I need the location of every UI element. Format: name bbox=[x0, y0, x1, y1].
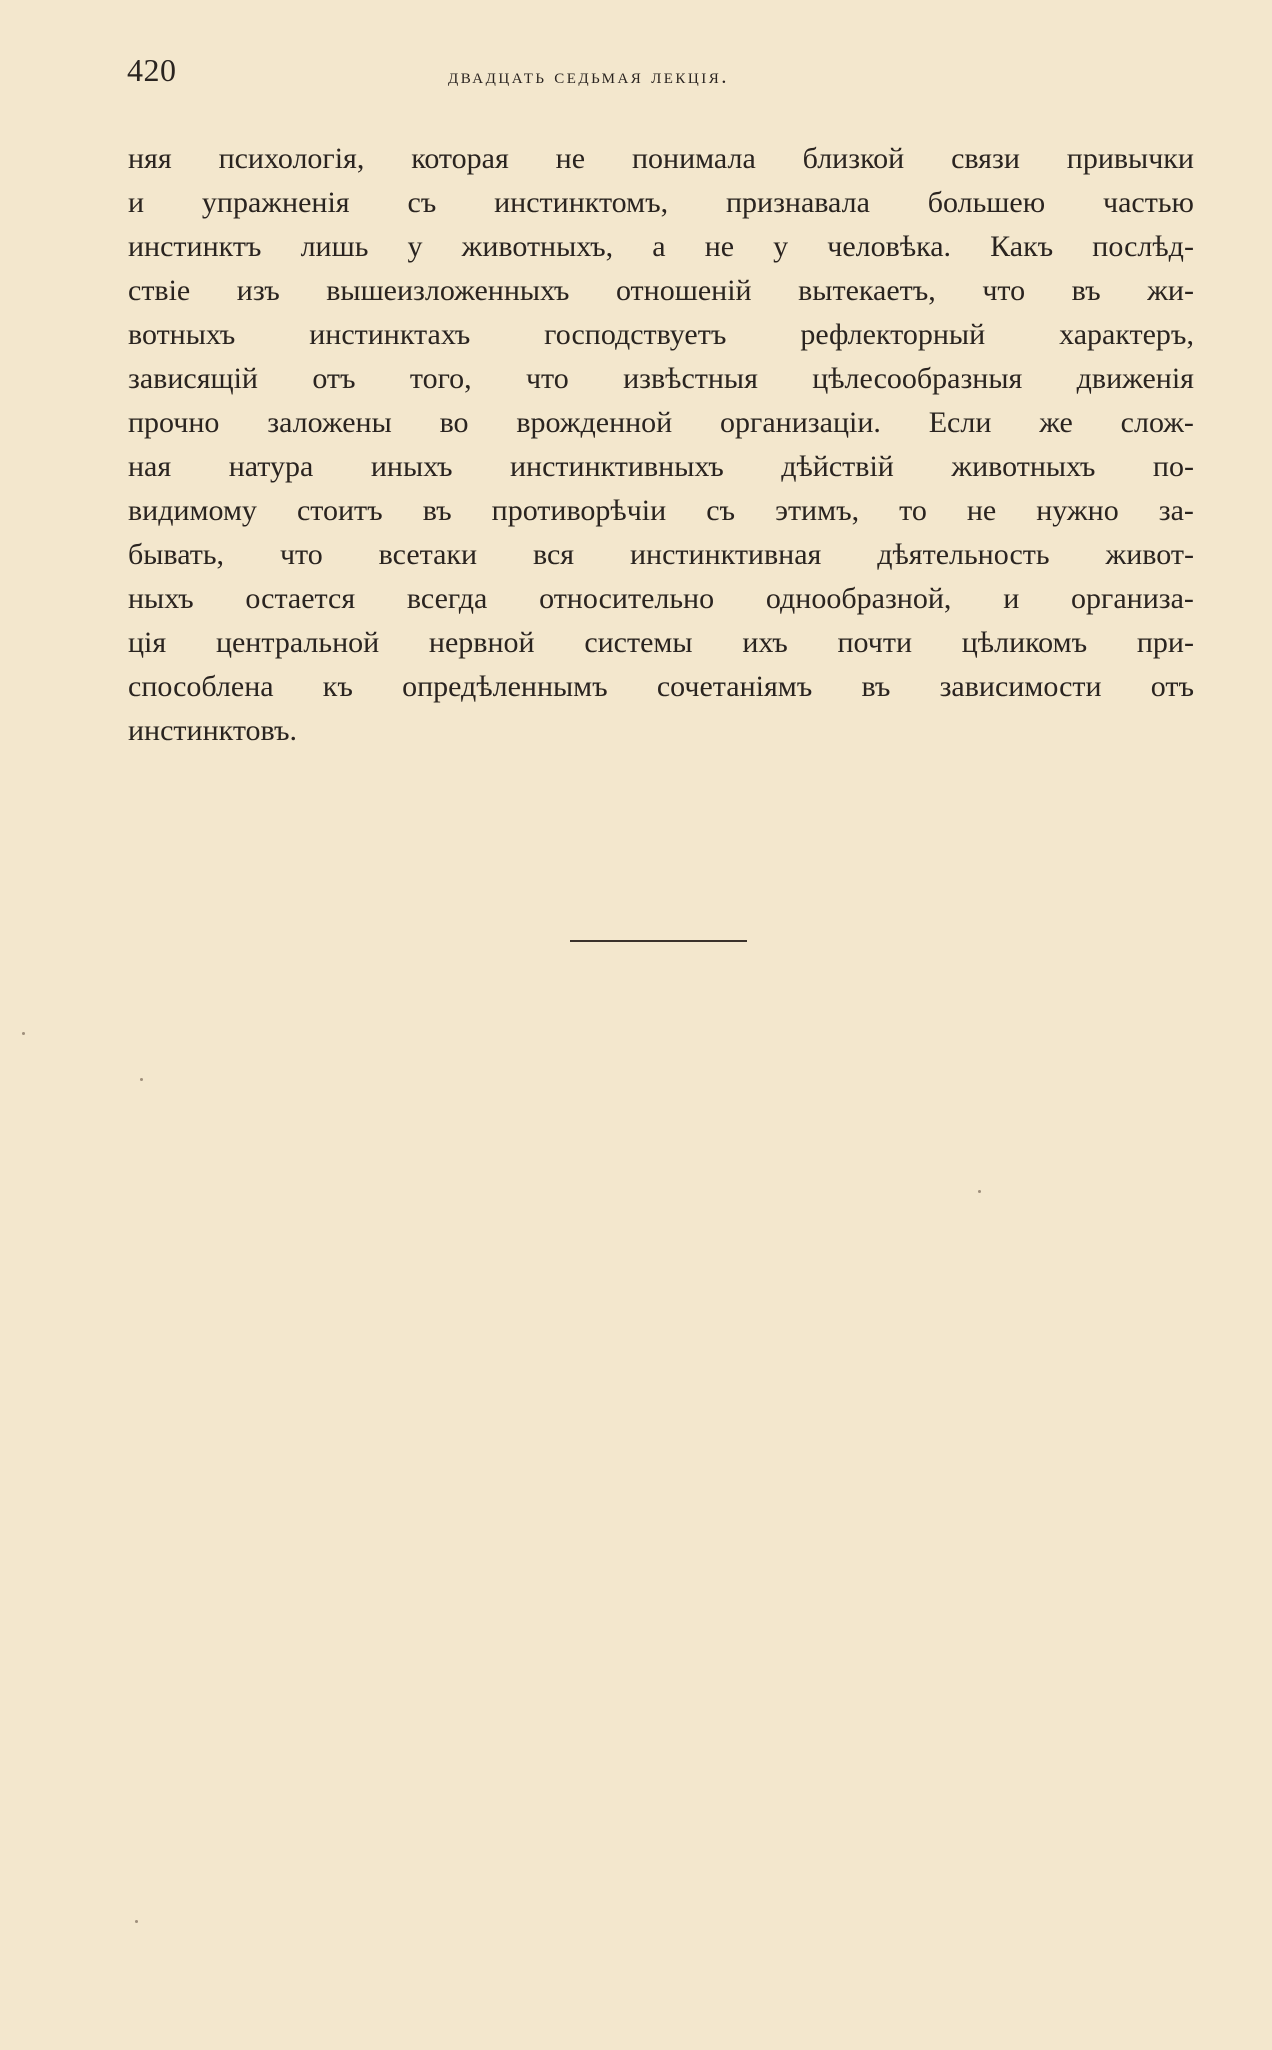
text-line bbox=[128, 137, 1194, 181]
word: слож- bbox=[1120, 406, 1194, 439]
text-line bbox=[128, 621, 1194, 665]
section-end-rule bbox=[570, 940, 747, 942]
word: организаціи. bbox=[720, 406, 881, 439]
word: съ bbox=[706, 494, 736, 527]
word: няя bbox=[128, 142, 172, 175]
word: признавала bbox=[725, 186, 870, 219]
word: рефлекторный bbox=[800, 318, 986, 351]
word: дѣятельность bbox=[877, 538, 1050, 571]
word: психологія, bbox=[218, 142, 365, 175]
word: изъ bbox=[236, 274, 280, 307]
word: частью bbox=[1103, 186, 1194, 219]
word: ная bbox=[128, 450, 172, 483]
word: иныхъ bbox=[370, 450, 453, 483]
word: того, bbox=[409, 362, 472, 395]
word: прочно bbox=[128, 406, 220, 439]
word: способлена bbox=[128, 670, 274, 703]
word: у bbox=[407, 230, 423, 263]
text-line bbox=[128, 225, 1194, 269]
word: животныхъ bbox=[951, 450, 1096, 483]
word: при- bbox=[1136, 626, 1194, 659]
text-line bbox=[128, 709, 1194, 753]
word: характеръ, bbox=[1059, 318, 1194, 351]
text-line bbox=[128, 401, 1194, 445]
word: относительно bbox=[539, 582, 715, 615]
word: въ bbox=[861, 670, 891, 703]
text-line bbox=[128, 577, 1194, 621]
word: у bbox=[773, 230, 789, 263]
word: близкой bbox=[802, 142, 905, 175]
word: въ bbox=[422, 494, 452, 527]
word: жи- bbox=[1147, 274, 1194, 307]
word: центральной bbox=[215, 626, 380, 659]
word: живот- bbox=[1105, 538, 1194, 571]
word: не bbox=[555, 142, 586, 175]
paper-speck bbox=[135, 1920, 138, 1923]
word: нужно bbox=[1036, 494, 1119, 527]
word: зависимости bbox=[939, 670, 1102, 703]
word: понимала bbox=[631, 142, 756, 175]
word: вотныхъ bbox=[128, 318, 236, 351]
word: стоитъ bbox=[296, 494, 383, 527]
text-line bbox=[128, 313, 1194, 357]
word: большею bbox=[927, 186, 1046, 219]
word: то bbox=[899, 494, 927, 527]
word: однообразной, bbox=[765, 582, 952, 615]
word: въ bbox=[1071, 274, 1101, 307]
paper-speck bbox=[22, 1032, 25, 1035]
word: всетаки bbox=[378, 538, 478, 571]
word: связи bbox=[951, 142, 1020, 175]
word: человѣка. bbox=[827, 230, 952, 263]
word: что bbox=[279, 538, 323, 571]
text-line bbox=[128, 665, 1194, 709]
word: дѣйствій bbox=[781, 450, 894, 483]
word: господствуетъ bbox=[544, 318, 727, 351]
word: организа- bbox=[1071, 582, 1194, 615]
word: заложены bbox=[267, 406, 392, 439]
running-title: двадцать седьмая лекція. bbox=[448, 64, 729, 88]
word: что bbox=[982, 274, 1026, 307]
word: во bbox=[439, 406, 469, 439]
word: упражненія bbox=[201, 186, 350, 219]
word: за- bbox=[1158, 494, 1194, 527]
word: инстинктомъ, bbox=[494, 186, 669, 219]
word: отъ bbox=[312, 362, 356, 395]
word: не bbox=[966, 494, 997, 527]
word: ція bbox=[128, 626, 167, 659]
word: по- bbox=[1152, 450, 1194, 483]
word: и bbox=[128, 186, 145, 219]
word: отъ bbox=[1150, 670, 1194, 703]
word: инстинктахъ bbox=[309, 318, 471, 351]
word: натура bbox=[228, 450, 314, 483]
paper-speck bbox=[140, 1078, 143, 1081]
word: остается bbox=[245, 582, 356, 615]
word: инстинктивная bbox=[630, 538, 822, 571]
word: бывать, bbox=[128, 538, 225, 571]
word: ствіе bbox=[128, 274, 191, 307]
paper-speck bbox=[978, 1190, 981, 1193]
word: инстинктовъ. bbox=[128, 714, 297, 747]
word: что bbox=[525, 362, 569, 395]
word: вытекаетъ, bbox=[798, 274, 936, 307]
text-line bbox=[128, 445, 1194, 489]
word: вышеизложенныхъ bbox=[326, 274, 570, 307]
text-line bbox=[128, 357, 1194, 401]
word: отношеній bbox=[615, 274, 752, 307]
word: системы bbox=[584, 626, 693, 659]
word: этимъ, bbox=[775, 494, 860, 527]
body-paragraph bbox=[128, 137, 1194, 753]
word: животныхъ, bbox=[461, 230, 614, 263]
word: ныхъ bbox=[128, 582, 194, 615]
word: вся bbox=[532, 538, 575, 571]
word: врожденной bbox=[516, 406, 673, 439]
word: лишь bbox=[300, 230, 369, 263]
word: съ bbox=[407, 186, 437, 219]
word: привычки bbox=[1066, 142, 1194, 175]
word: послѣд- bbox=[1092, 230, 1194, 263]
word: а bbox=[652, 230, 666, 263]
page-number: 420 bbox=[127, 52, 177, 88]
word: цѣлесообразныя bbox=[812, 362, 1023, 395]
word: зависящій bbox=[128, 362, 258, 395]
word: видимому bbox=[128, 494, 257, 527]
word: къ bbox=[322, 670, 353, 703]
word: не bbox=[704, 230, 735, 263]
word: извѣстныя bbox=[623, 362, 758, 395]
text-line bbox=[128, 181, 1194, 225]
word: Какъ bbox=[990, 230, 1054, 263]
word: и bbox=[1003, 582, 1020, 615]
word: опредѣленнымъ bbox=[402, 670, 608, 703]
word: Если bbox=[928, 406, 992, 439]
text-line bbox=[128, 269, 1194, 313]
word: цѣликомъ bbox=[961, 626, 1088, 659]
word: движенія bbox=[1076, 362, 1194, 395]
word: инстинктъ bbox=[128, 230, 262, 263]
word: нервной bbox=[428, 626, 535, 659]
word: сочетаніямъ bbox=[656, 670, 813, 703]
word: же bbox=[1039, 406, 1073, 439]
word: всегда bbox=[406, 582, 488, 615]
text-line bbox=[128, 533, 1194, 577]
text-line bbox=[128, 489, 1194, 533]
word: инстинктивныхъ bbox=[509, 450, 724, 483]
word: почти bbox=[837, 626, 913, 659]
word: ихъ bbox=[742, 626, 788, 659]
word: которая bbox=[411, 142, 509, 175]
word: противорѣчіи bbox=[491, 494, 667, 527]
